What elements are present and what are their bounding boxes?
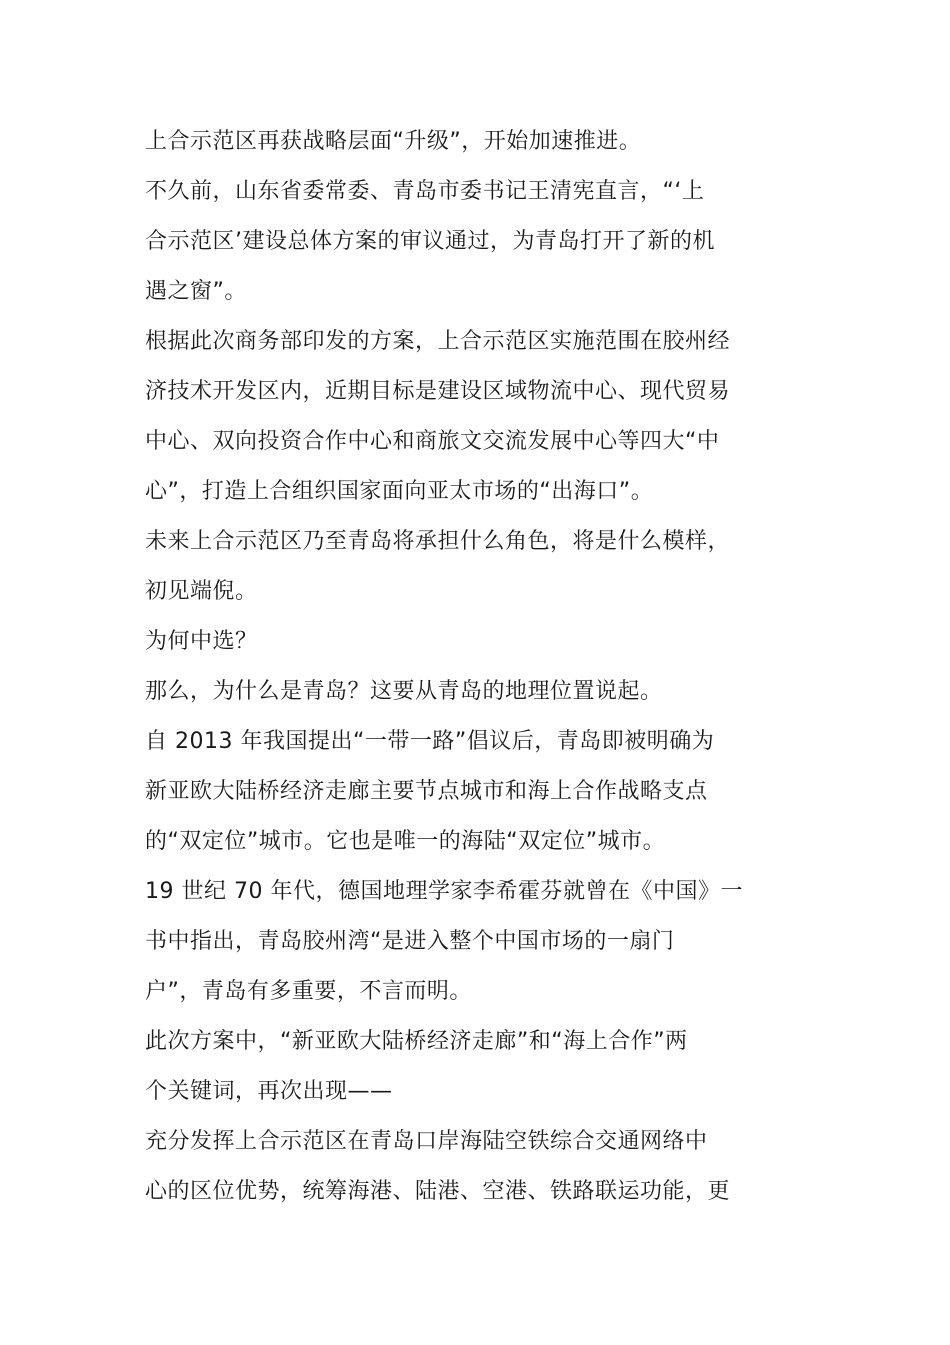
text-line-22: 心的区位优势，统筹海港、陆港、空港、铁路联运功能，更 [145, 1179, 731, 1204]
text-line-12: 那么，为什么是青岛？这要从青岛的地理位置说起。 [145, 679, 663, 704]
text-line-3: 合示范区’建设总体方案的审议通过，为青岛打开了新的机 [145, 229, 715, 254]
text-line-4: 遇之窗”。 [145, 279, 247, 304]
text-line-9: 未来上合示范区乃至青岛将承担什么角色，将是什么模样， [145, 529, 731, 554]
text-line-16: 19 世纪 70 年代，德国地理学家李希霍芬就曾在《中国》一 [145, 879, 743, 904]
text-line-2: 不久前，山东省委常委、青岛市委书记王清宪直言，“‘上 [145, 179, 705, 204]
text-line-6: 济技术开发区内，近期目标是建设区域物流中心、现代贸易 [145, 379, 731, 404]
text-line-5: 根据此次商务部印发的方案，上合示范区实施范围在胶州经 [145, 329, 731, 354]
text-line-1: 上合示范区再获战略层面“升级”，开始加速推进。 [145, 129, 642, 154]
text-line-13: 自 2013 年我国提出“一带一路”倡议后，青岛即被明确为 [145, 729, 715, 754]
text-line-14: 新亚欧大陆桥经济走廊主要节点城市和海上合作战略支点 [145, 779, 708, 804]
text-line-20: 个关键词，再次出现—— [145, 1079, 393, 1104]
text-line-19: 此次方案中，“新亚欧大陆桥经济走廊”和“海上合作”两 [145, 1029, 688, 1054]
text-line-17: 书中指出，青岛胶州湾“是进入整个中国市场的一扇门 [145, 929, 675, 954]
text-line-15: 的“双定位”城市。它也是唯一的海陆“双定位”城市。 [145, 829, 666, 854]
text-line-21: 充分发挥上合示范区在青岛口岸海陆空铁综合交通网络中 [145, 1129, 708, 1154]
text-line-8: 心”，打造上合组织国家面向亚太市场的“出海口”。 [145, 479, 654, 504]
text-line-11: 为何中选？ [145, 629, 258, 654]
text-line-18: 户”，青岛有多重要，不言而明。 [145, 979, 472, 1004]
text-line-10: 初见端倪。 [145, 579, 258, 604]
text-line-7: 中心、双向投资合作中心和商旅文交流发展中心等四大“中 [145, 429, 720, 454]
